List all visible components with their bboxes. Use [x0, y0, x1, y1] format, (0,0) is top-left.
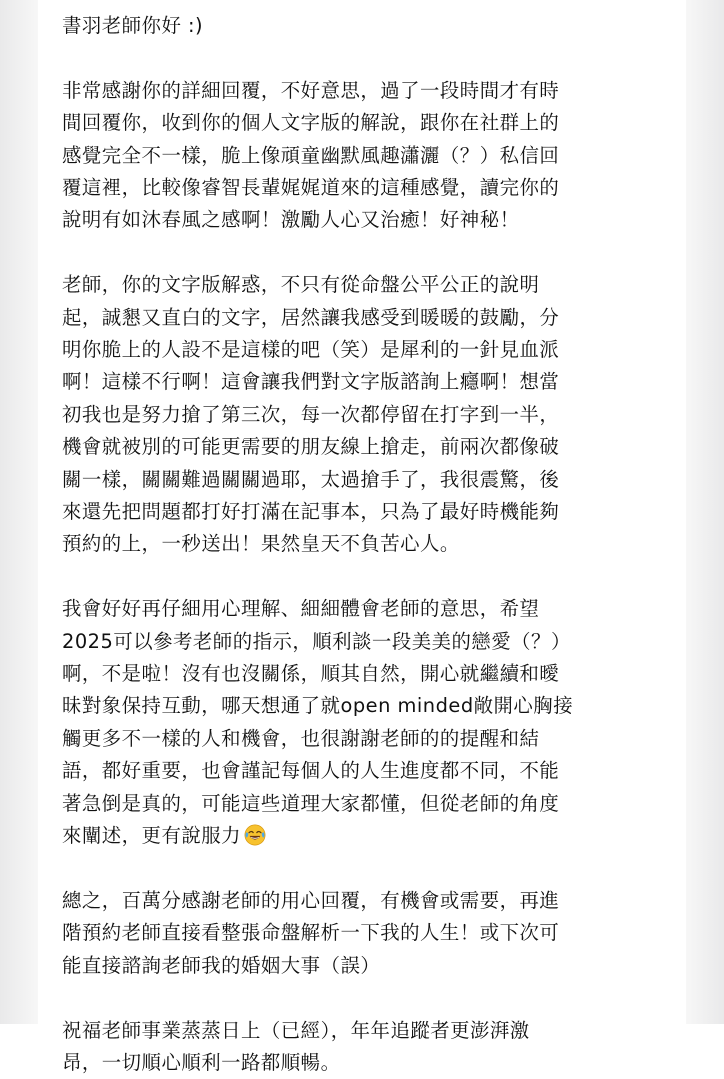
text-line: 感覺完全不一樣，脆上像頑童幽默風趣瀟灑（？）私信回 [62, 143, 560, 167]
paragraph-teacher [62, 269, 664, 561]
text-line: 說明有如沐春風之感啊！激勵人心又治癒！好神秘！ [62, 208, 520, 232]
text-line: 觸更多不一樣的人和機會，也很謝謝老師的的提醒和結 [62, 726, 540, 750]
text-line: 機會就被別的可能更需要的朋友線上搶走，前兩次都像破 [62, 435, 560, 459]
text-line: 老師，你的文字版解惑，不只有從命盤公平公正的說明 [62, 273, 540, 297]
right-edge-shade [686, 0, 724, 1024]
text-line: 來還先把問題都打好打滿在記事本，只為了最好時機能夠 [62, 500, 560, 524]
text-line: 初我也是努力搶了第三次，每一次都停留在打字到一半， [62, 402, 560, 426]
paragraph-summary [62, 885, 664, 982]
paragraph-gap [62, 561, 664, 593]
paragraph-blessing [62, 1015, 664, 1079]
face-with-tears-of-joy-icon [244, 824, 266, 846]
paragraph-thanks [62, 75, 664, 237]
paragraph-gap [62, 853, 664, 885]
text-line: 祝福老師事業蒸蒸日上（已經），年年追蹤者更澎湃激 [62, 1018, 530, 1042]
text-line: 語，都好重要，也會謹記每個人的人生進度都不同，不能 [62, 759, 560, 783]
text-line: 階預約老師直接看整張命盤解析一下我的人生！或下次可 [62, 921, 560, 945]
text-line: 啊！這樣不行啊！這會讓我們對文字版諮詢上癮啊！想當 [62, 370, 560, 394]
paragraph-gap [62, 982, 664, 1014]
text-line: 2025可以參考老師的指示，順利談一段美美的戀愛（？） [62, 629, 571, 653]
text-line: 啊，不是啦！沒有也沒關係，順其自然，開心就繼續和曖 [62, 662, 560, 686]
text-line: 來闡述，更有說服力 [62, 824, 242, 848]
text-line: 覆這裡，比較像睿智長輩娓娓道來的這種感覺，讀完你的 [62, 176, 560, 200]
paragraph-understanding [62, 593, 664, 852]
text-line: 我會好好再仔細用心理解、細細體會老師的意思，希望 [62, 597, 540, 621]
text-line: 著急倒是真的，可能這些道理大家都懂，但從老師的角度 [62, 791, 560, 815]
text-line: 明你脆上的人設不是這樣的吧（笑）是犀利的一針見血派 [62, 338, 560, 362]
paragraph-gap [62, 237, 664, 269]
left-edge-shade [0, 0, 38, 1024]
text-line: 起，誠懇又直白的文字，居然讓我感受到暖暖的鼓勵，分 [62, 305, 560, 329]
paragraph-gap [62, 42, 664, 74]
text-line: 預約的上，一秒送出！果然皇天不負苦心人。 [62, 532, 460, 556]
text-line: 能直接諮詢老師我的婚姻大事（誤） [62, 953, 381, 977]
text-line: 昂，一切順心順利一路都順暢。 [62, 1050, 341, 1074]
greeting-line: 書羽老師你好 :) [62, 14, 204, 37]
text-line-with-emoji [62, 820, 664, 852]
text-line: 昧對象保持互動，哪天想通了就open minded敞開心胸接 [62, 694, 574, 718]
text-line: 總之，百萬分感謝老師的用心回覆，有機會或需要，再進 [62, 888, 560, 912]
text-line: 間回覆你，收到你的個人文字版的解說，跟你在社群上的 [62, 111, 560, 135]
text-line: 關一樣，關關難過關關過耶，太過搶手了，我很震驚，後 [62, 467, 560, 491]
text-line: 非常感謝你的詳細回覆，不好意思，過了一段時間才有時 [62, 78, 560, 102]
